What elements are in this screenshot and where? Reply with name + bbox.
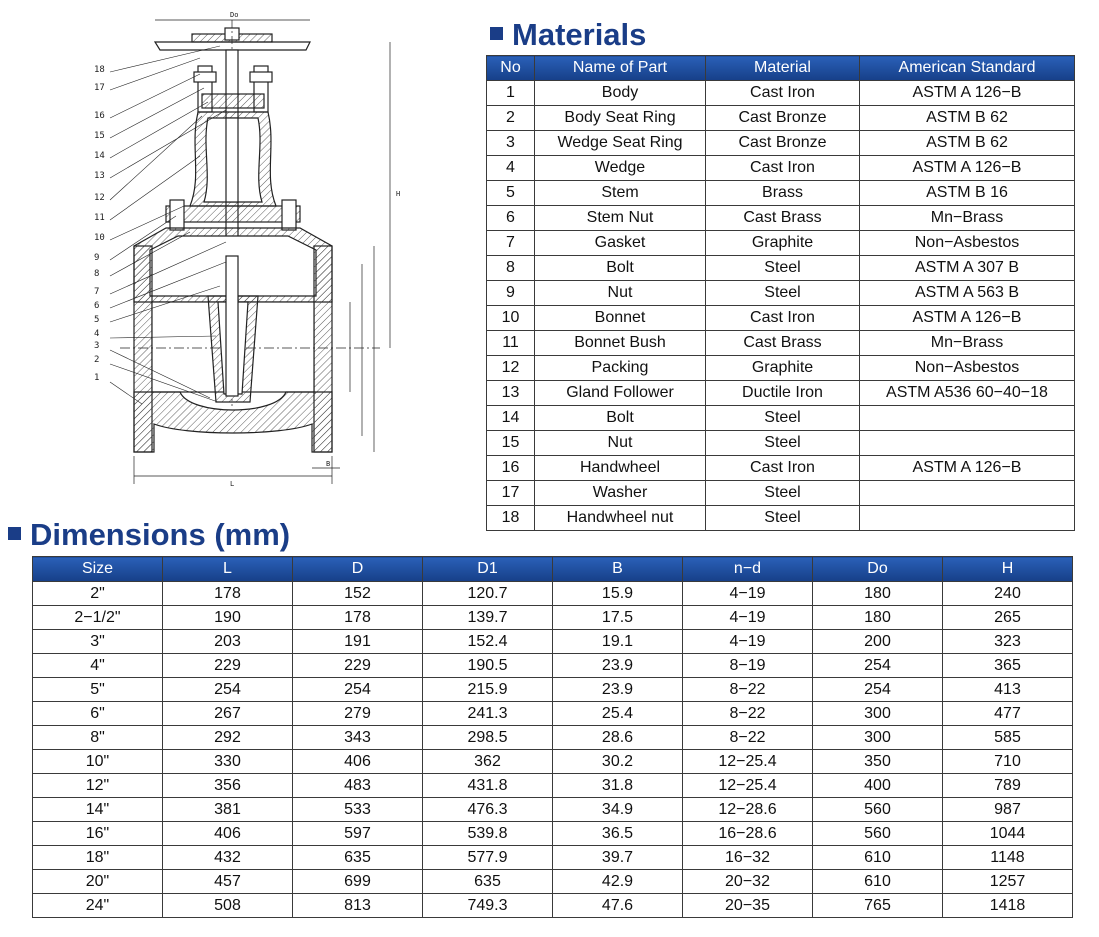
- table-cell: Graphite: [706, 231, 860, 256]
- table-cell: 1148: [943, 846, 1073, 870]
- table-cell: 229: [293, 654, 423, 678]
- table-row: [33, 678, 1073, 702]
- table-cell: 14: [487, 406, 535, 431]
- table-cell: 8−19: [683, 654, 813, 678]
- table-cell: 431.8: [423, 774, 553, 798]
- table-row: [33, 750, 1073, 774]
- table-row: [33, 894, 1073, 918]
- table-cell: 432: [163, 846, 293, 870]
- table-cell: Non−Asbestos: [860, 356, 1075, 381]
- table-cell: 17.5: [553, 606, 683, 630]
- svg-text:10: 10: [94, 233, 105, 243]
- table-cell: 229: [163, 654, 293, 678]
- table-cell: 190.5: [423, 654, 553, 678]
- dimensions-header-cell: D1: [423, 557, 553, 582]
- table-cell: ASTM A 126−B: [860, 156, 1075, 181]
- table-cell: 31.8: [553, 774, 683, 798]
- materials-title: [490, 17, 646, 53]
- table-cell: 16−28.6: [683, 822, 813, 846]
- table-cell: 300: [813, 702, 943, 726]
- table-cell: 18": [33, 846, 163, 870]
- table-cell: 356: [163, 774, 293, 798]
- table-cell: [860, 506, 1075, 531]
- table-cell: Steel: [706, 256, 860, 281]
- table-row: [487, 231, 1075, 256]
- table-cell: Steel: [706, 431, 860, 456]
- table-row: [487, 506, 1075, 531]
- table-row: [487, 281, 1075, 306]
- table-cell: 560: [813, 798, 943, 822]
- table-cell: Bonnet Bush: [535, 331, 706, 356]
- table-cell: 635: [293, 846, 423, 870]
- svg-text:Do: Do: [230, 11, 239, 19]
- svg-text:6: 6: [94, 301, 100, 311]
- table-cell: 585: [943, 726, 1073, 750]
- table-cell: 23.9: [553, 654, 683, 678]
- table-cell: 10: [487, 306, 535, 331]
- table-cell: 152.4: [423, 630, 553, 654]
- svg-text:9: 9: [94, 253, 100, 263]
- svg-text:5: 5: [94, 315, 100, 325]
- table-cell: 267: [163, 702, 293, 726]
- table-cell: 300: [813, 726, 943, 750]
- table-cell: 3: [487, 131, 535, 156]
- table-cell: Bonnet: [535, 306, 706, 331]
- table-row: [487, 356, 1075, 381]
- table-row: [487, 106, 1075, 131]
- table-cell: 1: [487, 81, 535, 106]
- table-cell: 18: [487, 506, 535, 531]
- table-cell: Nut: [535, 431, 706, 456]
- table-cell: 343: [293, 726, 423, 750]
- table-cell: 178: [163, 582, 293, 606]
- table-row: [33, 726, 1073, 750]
- table-cell: 4": [33, 654, 163, 678]
- table-row: [33, 630, 1073, 654]
- table-row: [487, 331, 1075, 356]
- table-cell: Cast Brass: [706, 331, 860, 356]
- table-cell: Washer: [535, 481, 706, 506]
- table-cell: Cast Iron: [706, 306, 860, 331]
- table-cell: 813: [293, 894, 423, 918]
- table-cell: 1044: [943, 822, 1073, 846]
- table-cell: 12−28.6: [683, 798, 813, 822]
- table-row: [487, 256, 1075, 281]
- table-cell: 9: [487, 281, 535, 306]
- table-cell: 215.9: [423, 678, 553, 702]
- table-cell: 180: [813, 606, 943, 630]
- dimensions-header-cell: D: [293, 557, 423, 582]
- table-cell: ASTM A 126−B: [860, 456, 1075, 481]
- materials-header-row: [487, 56, 1075, 81]
- table-cell: 30.2: [553, 750, 683, 774]
- table-cell: 476.3: [423, 798, 553, 822]
- table-cell: 560: [813, 822, 943, 846]
- table-cell: Wedge Seat Ring: [535, 131, 706, 156]
- table-cell: Cast Bronze: [706, 106, 860, 131]
- svg-text:3: 3: [94, 341, 100, 351]
- table-cell: 7: [487, 231, 535, 256]
- table-cell: 8": [33, 726, 163, 750]
- dimensions-title-text: Dimensions (mm): [30, 517, 291, 552]
- table-cell: 20": [33, 870, 163, 894]
- svg-text:B: B: [326, 460, 331, 468]
- table-cell: 539.8: [423, 822, 553, 846]
- table-cell: 4−19: [683, 630, 813, 654]
- table-cell: 15: [487, 431, 535, 456]
- dimensions-title: [8, 517, 290, 553]
- table-cell: 241.3: [423, 702, 553, 726]
- table-cell: Steel: [706, 481, 860, 506]
- svg-text:14: 14: [94, 151, 105, 161]
- table-cell: 39.7: [553, 846, 683, 870]
- table-cell: Steel: [706, 281, 860, 306]
- table-cell: 24": [33, 894, 163, 918]
- table-cell: 190: [163, 606, 293, 630]
- table-cell: 699: [293, 870, 423, 894]
- table-cell: 254: [293, 678, 423, 702]
- table-cell: 12−25.4: [683, 774, 813, 798]
- svg-text:12: 12: [94, 193, 105, 203]
- table-cell: 12−25.4: [683, 750, 813, 774]
- table-cell: 25.4: [553, 702, 683, 726]
- table-cell: 265: [943, 606, 1073, 630]
- table-cell: 20−35: [683, 894, 813, 918]
- table-cell: ASTM A 126−B: [860, 81, 1075, 106]
- table-cell: Cast Iron: [706, 456, 860, 481]
- table-cell: ASTM B 62: [860, 106, 1075, 131]
- table-cell: 789: [943, 774, 1073, 798]
- table-cell: Steel: [706, 406, 860, 431]
- table-cell: 4−19: [683, 582, 813, 606]
- table-cell: 254: [163, 678, 293, 702]
- table-cell: 406: [293, 750, 423, 774]
- square-bullet-icon: [8, 527, 21, 540]
- table-cell: 508: [163, 894, 293, 918]
- table-row: [33, 654, 1073, 678]
- table-cell: 635: [423, 870, 553, 894]
- gate-valve-drawing: [80, 6, 410, 494]
- svg-text:8: 8: [94, 269, 100, 279]
- dimensions-header-row: [33, 557, 1073, 582]
- table-cell: 20−32: [683, 870, 813, 894]
- table-cell: 597: [293, 822, 423, 846]
- table-cell: 12": [33, 774, 163, 798]
- dimensions-header-cell: B: [553, 557, 683, 582]
- materials-table: [486, 55, 1075, 531]
- table-cell: 6": [33, 702, 163, 726]
- materials-header-cell: No: [487, 56, 535, 81]
- table-row: [487, 406, 1075, 431]
- table-cell: ASTM A 307 B: [860, 256, 1075, 281]
- table-cell: Stem Nut: [535, 206, 706, 231]
- table-cell: 139.7: [423, 606, 553, 630]
- table-cell: 15.9: [553, 582, 683, 606]
- table-cell: 16: [487, 456, 535, 481]
- table-cell: 8−22: [683, 678, 813, 702]
- table-cell: 11: [487, 331, 535, 356]
- table-cell: 1257: [943, 870, 1073, 894]
- table-cell: 10": [33, 750, 163, 774]
- table-cell: 17: [487, 481, 535, 506]
- table-row: [33, 606, 1073, 630]
- dimensions-header-cell: L: [163, 557, 293, 582]
- materials-header-cell: Material: [706, 56, 860, 81]
- table-cell: 8−22: [683, 702, 813, 726]
- table-row: [487, 131, 1075, 156]
- table-cell: [860, 431, 1075, 456]
- materials-title-text: Materials: [512, 17, 647, 52]
- table-cell: 533: [293, 798, 423, 822]
- table-cell: 12: [487, 356, 535, 381]
- table-cell: 987: [943, 798, 1073, 822]
- table-cell: 2": [33, 582, 163, 606]
- table-cell: 16−32: [683, 846, 813, 870]
- table-cell: Mn−Brass: [860, 331, 1075, 356]
- table-cell: 34.9: [553, 798, 683, 822]
- table-cell: 610: [813, 846, 943, 870]
- table-row: [487, 181, 1075, 206]
- table-cell: ASTM A 563 B: [860, 281, 1075, 306]
- table-cell: 323: [943, 630, 1073, 654]
- table-cell: [860, 481, 1075, 506]
- table-row: [33, 702, 1073, 726]
- table-cell: 381: [163, 798, 293, 822]
- table-cell: 16": [33, 822, 163, 846]
- table-row: [33, 798, 1073, 822]
- table-cell: Bolt: [535, 406, 706, 431]
- table-cell: 577.9: [423, 846, 553, 870]
- table-cell: 191: [293, 630, 423, 654]
- table-cell: Body Seat Ring: [535, 106, 706, 131]
- table-cell: Wedge: [535, 156, 706, 181]
- table-cell: 400: [813, 774, 943, 798]
- svg-text:16: 16: [94, 111, 105, 121]
- table-cell: 180: [813, 582, 943, 606]
- table-cell: 120.7: [423, 582, 553, 606]
- dimensions-header-cell: n−d: [683, 557, 813, 582]
- table-cell: 28.6: [553, 726, 683, 750]
- table-row: [487, 381, 1075, 406]
- table-cell: Body: [535, 81, 706, 106]
- table-cell: 19.1: [553, 630, 683, 654]
- materials-header-cell: Name of Part: [535, 56, 706, 81]
- svg-text:13: 13: [94, 171, 105, 181]
- table-cell: Handwheel nut: [535, 506, 706, 531]
- table-cell: Cast Bronze: [706, 131, 860, 156]
- table-cell: 362: [423, 750, 553, 774]
- table-cell: 292: [163, 726, 293, 750]
- table-cell: 13: [487, 381, 535, 406]
- table-cell: Handwheel: [535, 456, 706, 481]
- table-row: [33, 846, 1073, 870]
- table-cell: Bolt: [535, 256, 706, 281]
- dimensions-header-cell: Size: [33, 557, 163, 582]
- svg-text:7: 7: [94, 287, 100, 297]
- materials-header-cell: American Standard: [860, 56, 1075, 81]
- table-cell: 6: [487, 206, 535, 231]
- table-row: [33, 774, 1073, 798]
- table-cell: 254: [813, 678, 943, 702]
- table-cell: Cast Brass: [706, 206, 860, 231]
- table-cell: 4−19: [683, 606, 813, 630]
- svg-text:H: H: [396, 190, 401, 198]
- table-cell: 5: [487, 181, 535, 206]
- table-cell: 365: [943, 654, 1073, 678]
- svg-text:11: 11: [94, 213, 105, 223]
- table-cell: Stem: [535, 181, 706, 206]
- table-cell: 14": [33, 798, 163, 822]
- table-cell: 36.5: [553, 822, 683, 846]
- svg-text:18: 18: [94, 65, 105, 75]
- table-cell: 765: [813, 894, 943, 918]
- table-cell: Nut: [535, 281, 706, 306]
- table-cell: Ductile Iron: [706, 381, 860, 406]
- table-row: [487, 81, 1075, 106]
- table-row: [487, 481, 1075, 506]
- table-cell: Packing: [535, 356, 706, 381]
- table-cell: 203: [163, 630, 293, 654]
- table-cell: Cast Iron: [706, 156, 860, 181]
- svg-text:2: 2: [94, 355, 100, 365]
- table-row: [487, 156, 1075, 181]
- table-cell: 2−1/2": [33, 606, 163, 630]
- table-cell: 279: [293, 702, 423, 726]
- table-cell: Gasket: [535, 231, 706, 256]
- dimensions-header-cell: Do: [813, 557, 943, 582]
- table-cell: 8−22: [683, 726, 813, 750]
- table-row: [33, 822, 1073, 846]
- table-cell: 5": [33, 678, 163, 702]
- table-cell: 3": [33, 630, 163, 654]
- table-row: [33, 582, 1073, 606]
- table-cell: 330: [163, 750, 293, 774]
- table-cell: 749.3: [423, 894, 553, 918]
- svg-text:L: L: [230, 480, 235, 488]
- table-cell: Cast Iron: [706, 81, 860, 106]
- table-row: [33, 870, 1073, 894]
- table-cell: Mn−Brass: [860, 206, 1075, 231]
- table-cell: 8: [487, 256, 535, 281]
- table-cell: 240: [943, 582, 1073, 606]
- table-cell: 457: [163, 870, 293, 894]
- table-cell: 2: [487, 106, 535, 131]
- svg-text:4: 4: [94, 329, 100, 339]
- table-cell: 350: [813, 750, 943, 774]
- svg-text:17: 17: [94, 83, 105, 93]
- table-cell: 200: [813, 630, 943, 654]
- table-cell: 1418: [943, 894, 1073, 918]
- svg-text:15: 15: [94, 131, 105, 141]
- table-cell: Steel: [706, 506, 860, 531]
- table-cell: Non−Asbestos: [860, 231, 1075, 256]
- table-cell: Gland Follower: [535, 381, 706, 406]
- table-row: [487, 206, 1075, 231]
- table-cell: 152: [293, 582, 423, 606]
- table-cell: Brass: [706, 181, 860, 206]
- table-cell: 23.9: [553, 678, 683, 702]
- table-row: [487, 456, 1075, 481]
- table-cell: 406: [163, 822, 293, 846]
- table-cell: [860, 406, 1075, 431]
- svg-text:1: 1: [94, 373, 100, 383]
- table-cell: 254: [813, 654, 943, 678]
- square-bullet-icon: [490, 27, 503, 40]
- table-cell: 178: [293, 606, 423, 630]
- table-cell: 477: [943, 702, 1073, 726]
- table-cell: 710: [943, 750, 1073, 774]
- dimensions-header-cell: H: [943, 557, 1073, 582]
- table-row: [487, 306, 1075, 331]
- table-cell: ASTM B 16: [860, 181, 1075, 206]
- table-cell: 298.5: [423, 726, 553, 750]
- table-cell: ASTM A 126−B: [860, 306, 1075, 331]
- table-cell: Graphite: [706, 356, 860, 381]
- table-cell: 4: [487, 156, 535, 181]
- table-cell: 610: [813, 870, 943, 894]
- dimensions-table: [32, 556, 1073, 918]
- table-cell: 42.9: [553, 870, 683, 894]
- table-cell: 483: [293, 774, 423, 798]
- table-cell: 413: [943, 678, 1073, 702]
- table-cell: ASTM B 62: [860, 131, 1075, 156]
- table-cell: ASTM A536 60−40−18: [860, 381, 1075, 406]
- table-row: [487, 431, 1075, 456]
- table-cell: 47.6: [553, 894, 683, 918]
